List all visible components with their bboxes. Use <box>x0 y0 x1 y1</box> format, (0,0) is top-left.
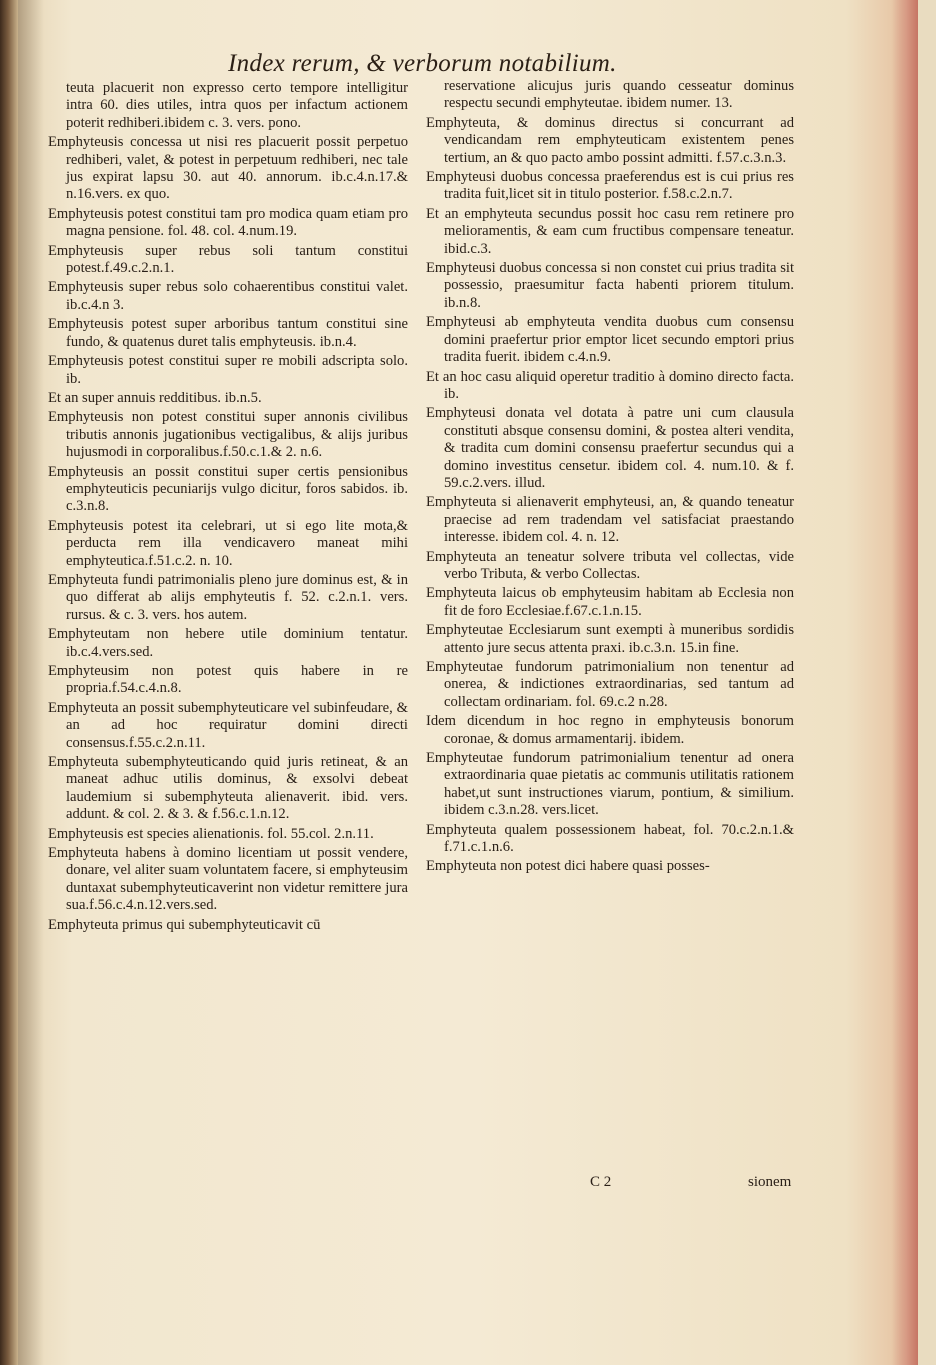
running-header: Index rerum, & verborum notabilium. <box>228 50 617 77</box>
signature-mark: C 2 <box>590 1174 612 1190</box>
index-entry: Emphyteuta, & dominus directus si concurrant ad vendicandam rem emphyteuticam existentem penes tertium, an & quo pacto ambo possint admitti. f.57.c.3.n.3. <box>426 114 794 166</box>
index-entry: teuta placuerit non expresso certo tempore intelligitur intra 60. dies utiles, intra quos per infactum actionem poterit redhiberi.ibidem c. 3. vers. pono. <box>66 80 408 131</box>
index-entry: Emphyteutam non hebere utile dominium tentatur. ib.c.4.vers.sed. <box>48 626 408 660</box>
index-entry: Emphyteuta an teneatur solvere tributa vel collectas, vide verbo Tributa, & verbo Collectas. <box>426 548 794 582</box>
index-entry: Emphyteusis concessa ut nisi res placuerit possit perpetuo redhiberi, valet, & potest in perpetuum redhiberi, nec tale jus expirat lapsu 30. aut 40. annorum. ib.c.4.n.17.& n.16.vers. ex quo. <box>48 134 408 203</box>
index-entry: Emphyteuta primus qui subemphyteuticavit cū <box>48 916 321 933</box>
index-entry: Emphyteuta subemphyteuticando quid juris retineat, & an maneat adhuc utilis dominus, & exsolvi debeat laudemium si subemphyteuta alienaverit. ibid. vers. addunt. & col. 2. & 3. & f.56.c.1.n.12. <box>48 754 408 823</box>
index-entry: Emphyteusis non potest constitui super annonis civilibus tributis annonis jugationibus vectigalibus, & alijs juribus hujusmodi in corporalibus.f.50.c.1.& 2. n.6. <box>48 409 408 461</box>
index-entry: Emphyteusim non potest quis habere in re propria.f.54.c.4.n.8. <box>48 663 408 697</box>
index-entry: Et an super annuis redditibus. ib.n.5. <box>48 389 262 406</box>
index-entry: Et an emphyteuta secundus possit hoc casu rem retinere pro melioramentis, & eam cum fructibus compensare teneatur. ibid.c.3. <box>426 205 794 257</box>
right-column <box>426 78 794 878</box>
left-column <box>48 80 408 936</box>
index-entry: Emphyteutae fundorum patrimonialium tenentur ad onera extraordinaria quae pietatis ac communis utilitatis rationem habet,ut sunt instructiones viarum, pontium, & similium. ibidem c.3.n.28. vers.licet. <box>426 750 794 819</box>
index-entry: Emphyteusis super rebus solo cohaerentibus constitui valet. ib.c.4.n 3. <box>48 279 408 313</box>
index-entry: Emphyteusis potest constitui super re mobili adscripta solo. ib. <box>48 353 408 387</box>
index-entry: Emphyteuta laicus ob emphyteusim habitam ab Ecclesia non fit de foro Ecclesiae.f.67.c.1.n.15. <box>426 585 794 619</box>
index-entry: Emphyteusis potest super arboribus tantum constitui sine fundo, & quatenus duret talis emphyteusis. ib.n.4. <box>48 316 408 350</box>
index-entry: Idem dicendum in hoc regno in emphyteusis bonorum coronae, & domus armamentarij. ibidem. <box>426 713 794 747</box>
page-edge-stain <box>892 0 918 1365</box>
gutter-shadow <box>18 0 44 1365</box>
index-entry: Emphyteuta fundi patrimonialis pleno jure dominus est, & in quo differat ab alijs emphyteutis f. 52. c.2.n.1. vers. rursus. & c. 3. vers. hos autem. <box>48 571 408 623</box>
index-entry: Emphyteusi duobus concessa si non constet cui prius tradita sit possessio, praesumitur facta habenti priorem titulum. ib.n.8. <box>426 260 794 311</box>
index-entry: Emphyteuta qualem possessionem habeat, fol. 70.c.2.n.1.& f.71.c.1.n.6. <box>426 821 794 856</box>
index-entry: Emphyteuta habens à domino licentiam ut possit vendere, donare, vel aliter suam voluntatem facere, si emphyteusim duntaxat subemphyteuticaverint non videtur remittere jura sua.f.56.c.4.n.12.vers.sed. <box>48 845 408 914</box>
book-spine <box>0 0 18 1365</box>
index-entry: Emphyteutae Ecclesiarum sunt exempti à muneribus sordidis attento jure secus attenta praxi. ib.c.3.n. 15.in fine. <box>426 622 794 656</box>
index-entry: Emphyteusis an possit constitui super certis pensionibus emphyteuticis pecuniarijs vulgo dicitur, foros sabidos. ib. c.3.n.8. <box>48 463 408 515</box>
index-entry: Emphyteusis est species alienationis. fol. 55.col. 2.n.11. <box>48 825 374 842</box>
index-entry: Emphyteuta si alienaverit emphyteusi, an, & quando teneatur praecise ad rem tradendam vel satisfaciat praestando interesse. ibidem col. 4. n. 12. <box>426 494 794 546</box>
index-entry: Emphyteusis potest constitui tam pro modica quam etiam pro magna pensione. fol. 48. col. 4.num.19. <box>48 205 408 240</box>
index-entry: Emphyteusis super rebus soli tantum constitui potest.f.49.c.2.n.1. <box>48 242 408 277</box>
index-entry: Emphyteusi duobus concessa praeferendus est is cui prius res tradita fuit,licet sit in titulo posterior. f.58.c.2.n.7. <box>426 169 794 203</box>
index-entry: Emphyteutae fundorum patrimonialium non tenentur ad onerea, & indictiones extraordinarias, sed tantum ad collectam ordinariam. fol. 69.c.2 n.28. <box>426 659 794 710</box>
index-entry: Emphyteusis potest ita celebrari, ut si ego lite mota,& perducta rem illa vendicavero maneat mihi emphyteutica.f.51.c.2. n. 10. <box>48 517 408 569</box>
index-entry: Emphyteuta an possit subemphyteuticare vel subinfeudare, & an ad hoc requiratur domini directi consensus.f.55.c.2.n.11. <box>48 699 408 751</box>
index-entry: reservatione alicujus juris quando cesseatur dominus respectu secundi emphyteutae. ibidem numer. 13. <box>444 78 794 112</box>
index-entry: Emphyteusi donata vel dotata à patre uni cum clausula constituti absque consensu domini, & postea alteri vendita, & tradita cum domini consensu praefertur secundus qui a domino investitus censetur. ibidem col. 4. num.10. & f. 59.c.2.vers. illud. <box>426 405 794 491</box>
index-entry: Emphyteuta non potest dici habere quasi posses- <box>426 858 710 875</box>
index-entry: Emphyteusi ab emphyteuta vendita duobus cum consensu domini praefertur prior emptor licet secundo emptori prius tradita fuerit. ibidem c.4.n.9. <box>426 314 794 366</box>
catchword: sionem <box>748 1174 792 1190</box>
index-entry: Et an hoc casu aliquid operetur traditio à domino directo facta. ib. <box>426 368 794 402</box>
